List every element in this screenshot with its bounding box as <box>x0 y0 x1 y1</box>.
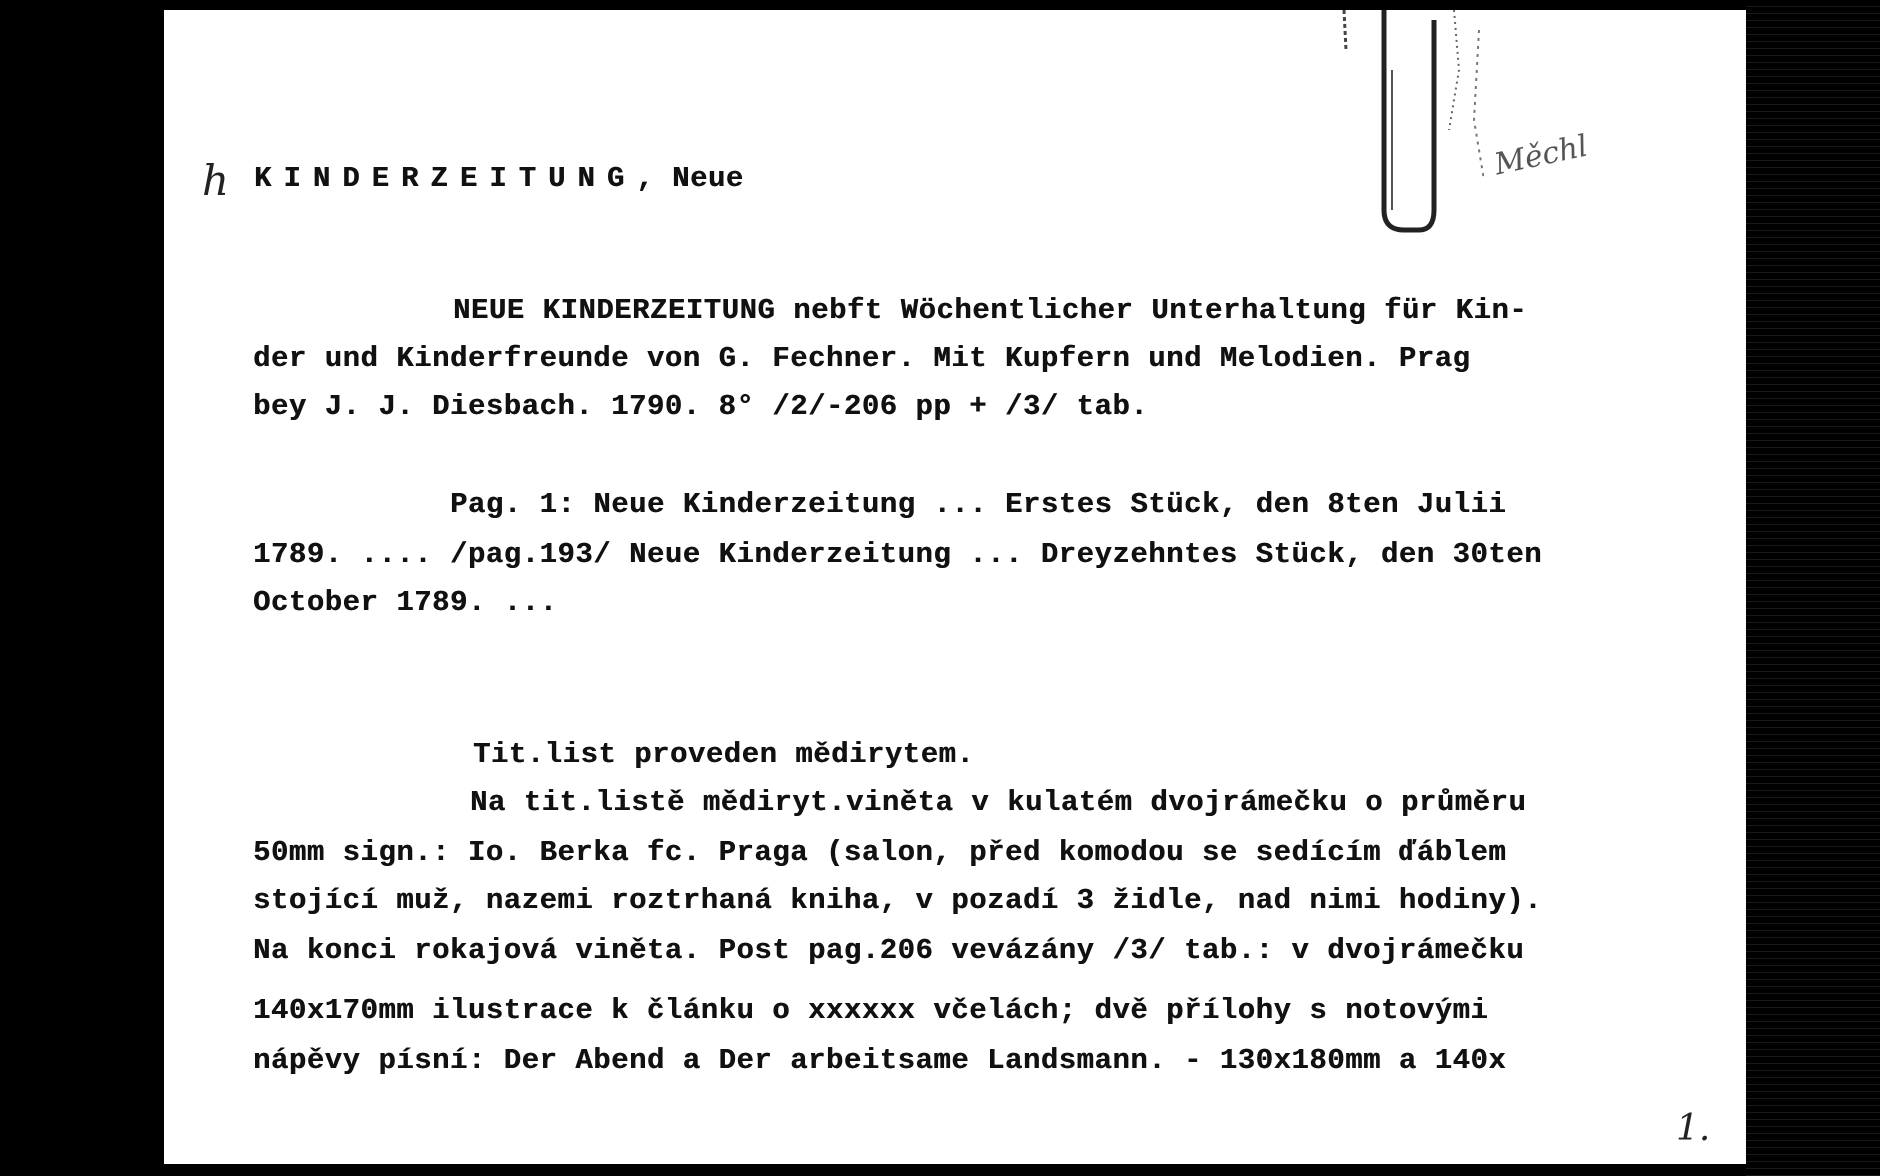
paragraph3-line4: stojící muž, nazemi roztrhaná kniha, v pozadí 3 židle, nad nimi hodiny). <box>253 884 1543 917</box>
paragraph2-line2: 1789. .... /pag.193/ Neue Kinderzeitung ... Dreyzehntes Stück, den 30ten <box>253 538 1543 571</box>
handwritten-mark: h <box>202 156 230 205</box>
stamp-mark-icon <box>1284 10 1484 240</box>
paragraph1-line1: NEUE KINDERZEITUNG nebft Wöchentlicher Unterhaltung für Kin- <box>453 294 1528 327</box>
paragraph1-line2: der und Kinderfreunde von G. Fechner. Mit Kupfern und Melodien. Prag <box>253 342 1471 375</box>
paragraph1-line3: bey J. J. Diesbach. 1790. 8° /2/-206 pp + /3/ tab. <box>253 390 1149 423</box>
paragraph3-line2: Na tit.listě mědiryt.viněta v kulatém dvojrámečku o průměru <box>470 786 1527 819</box>
paragraph3-line1: Tit.list proveden mědirytem. <box>473 738 975 771</box>
paragraph3-line6: 140x170mm ilustrace k článku o xxxxxx včelách; dvě přílohy s notovými <box>253 994 1489 1027</box>
heading-title: KINDERZEITUNG <box>254 162 637 195</box>
paragraph3-line7: nápěvy písní: Der Abend a Der arbeitsame Landsmann. - 130x180mm a 140x <box>253 1044 1507 1077</box>
catalog-card <box>164 10 1746 1164</box>
paragraph2-line3: October 1789. ... <box>253 586 558 619</box>
handwritten-stamp-note: Měchl <box>1491 128 1591 183</box>
scan-edge <box>1746 0 1880 1176</box>
paragraph3-line3: 50mm sign.: Io. Berka fc. Praga (salon, před komodou se sedícím ďáblem <box>253 836 1507 869</box>
paragraph3-line5: Na konci rokajová viněta. Post pag.206 vevázány /3/ tab.: v dvojrámečku <box>253 934 1525 967</box>
paragraph2-line1: Pag. 1: Neue Kinderzeitung ... Erstes Stück, den 8ten Julii <box>450 488 1507 521</box>
heading-suffix: , Neue <box>636 162 744 195</box>
page-number: 1. <box>1676 1108 1711 1149</box>
card-heading <box>254 162 744 195</box>
